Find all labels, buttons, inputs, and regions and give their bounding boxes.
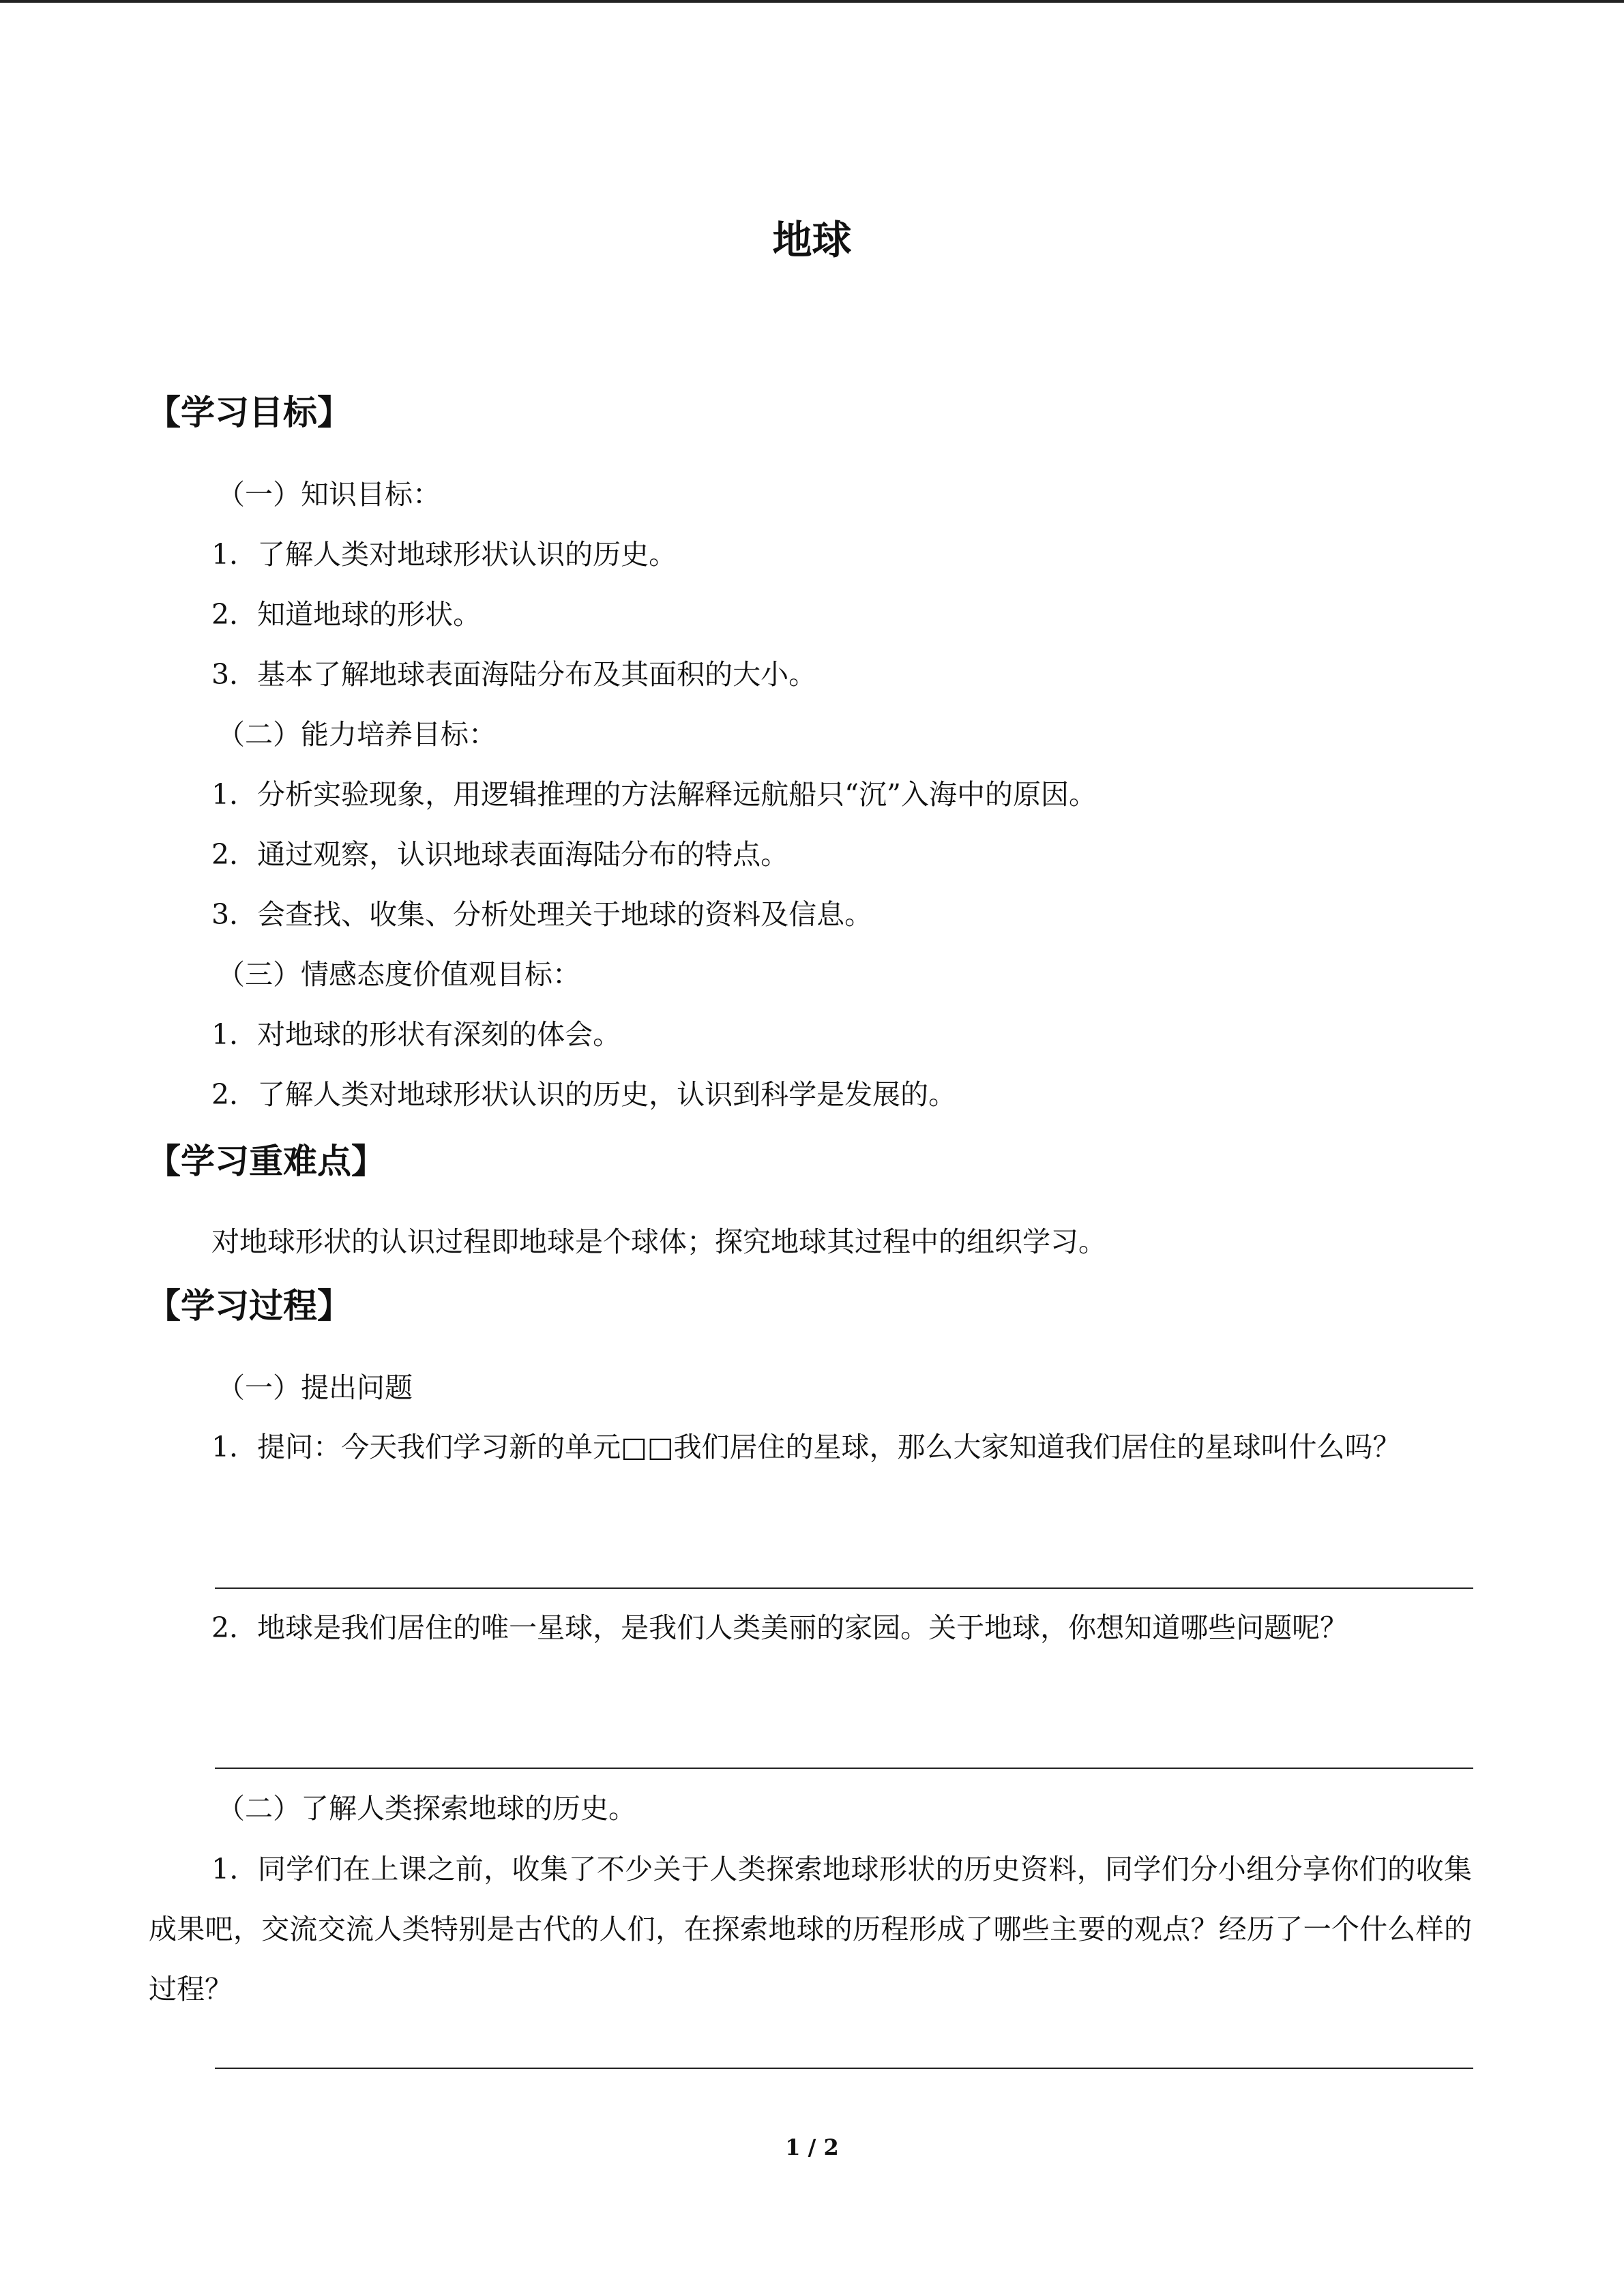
answer-line-3[interactable] bbox=[215, 2068, 1473, 2069]
emotion-item-2: 2．了解人类对地球形状认识的历史，认识到科学是发展的。 bbox=[211, 1078, 957, 1111]
page-top-border bbox=[0, 0, 1624, 3]
knowledge-item-1: 1．了解人类对地球形状认识的历史。 bbox=[211, 538, 677, 571]
ability-item-2: 2．通过观察，认识地球表面海陆分布的特点。 bbox=[211, 838, 789, 871]
ability-item-1: 1．分析实验现象，用逻辑推理的方法解释远航船只“沉”入海中的原因。 bbox=[211, 778, 1097, 811]
heading-key-points: 【学习重难点】 bbox=[147, 1142, 385, 1181]
ability-item-3: 3．会查找、收集、分析处理关于地球的资料及信息。 bbox=[211, 898, 873, 931]
heading-objectives: 【学习目标】 bbox=[147, 393, 351, 432]
page-number: 1 / 2 bbox=[785, 2134, 839, 2160]
document-title: 地球 bbox=[772, 217, 852, 263]
heading-process: 【学习过程】 bbox=[147, 1286, 351, 1326]
process-part1-label: （一）提出问题 bbox=[217, 1371, 413, 1404]
knowledge-item-2: 2．知道地球的形状。 bbox=[211, 598, 482, 631]
key-points-text: 对地球形状的认识过程即地球是个球体；探究地球其过程中的组织学习。 bbox=[211, 1225, 1106, 1258]
answer-line-1[interactable] bbox=[215, 1587, 1473, 1589]
knowledge-item-3: 3．基本了解地球表面海陆分布及其面积的大小。 bbox=[211, 658, 817, 691]
answer-line-2[interactable] bbox=[215, 1768, 1473, 1769]
knowledge-objectives-label: （一）知识目标： bbox=[217, 478, 441, 511]
question-1: 1．提问：今天我们学习新的单元□□我们居住的星球，那么大家知道我们居住的星球叫什么吗？ bbox=[211, 1431, 1401, 1463]
emotion-item-1: 1．对地球的形状有深刻的体会。 bbox=[211, 1018, 621, 1051]
process-part2-label: （二）了解人类探索地球的历史。 bbox=[217, 1792, 636, 1825]
question-2: 2．地球是我们居住的唯一星球，是我们人类美丽的家园。关于地球，你想知道哪些问题呢？ bbox=[211, 1611, 1348, 1644]
question-3: 1．同学们在上课之前，收集了不少关于人类探索地球形状的历史资料，同学们分小组分享你们的收集成果吧，交流交流人类特别是古代的人们，在探索地球的历程形成了哪些主要的观点？经历了一个什么样的过程？ bbox=[149, 1853, 1472, 2006]
emotion-objectives-label: （三）情感态度价值观目标： bbox=[217, 958, 580, 991]
ability-objectives-label: （二）能力培养目标： bbox=[217, 718, 497, 751]
